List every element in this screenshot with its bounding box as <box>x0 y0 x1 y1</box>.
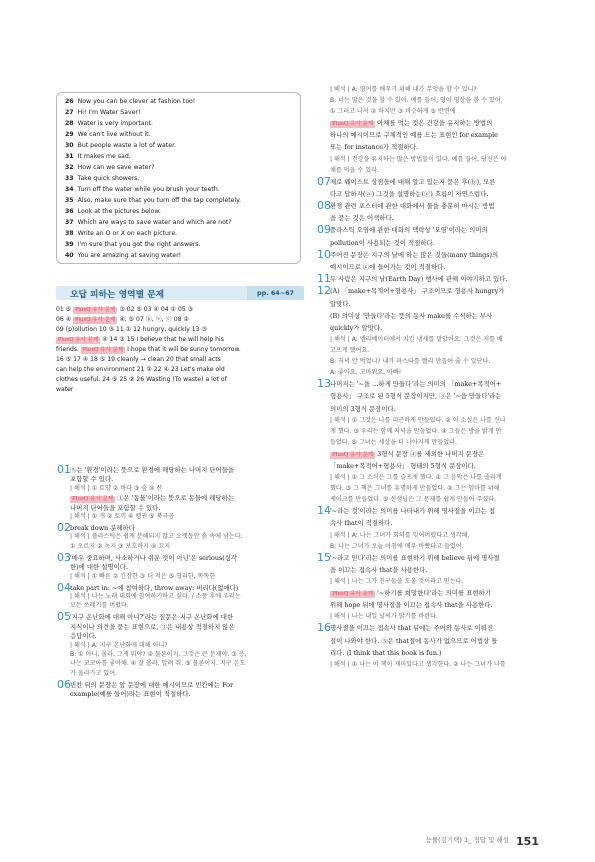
line-text: | 해석 | ① 그것은 나를 피곤하게 만들었다. ② 이 소설은 나를 신나 <box>330 416 506 424</box>
line-text: 포함할 수 있다. <box>70 475 114 484</box>
explanation-line <box>70 690 191 698</box>
sentence-text: I'm sure that you got the right answers. <box>77 241 201 248</box>
line-text: take part in: ~에 참여하다, throw away: 버리다(없애다) <box>70 583 239 592</box>
explanation-line <box>330 143 418 151</box>
line-text: 위해 hope 뒤에 명사절을 이끄는 접속사 that을 사용한다. <box>330 601 493 610</box>
item-number: 02 <box>57 521 71 534</box>
section-header <box>56 286 304 300</box>
sentence-line <box>65 152 131 161</box>
sentence-number: 29 <box>65 131 74 138</box>
sentence-number: 35 <box>65 197 74 204</box>
sentence-number: 40 <box>65 252 74 259</box>
line-text: | 해석 | ① 빠른 ② 긴장한 ③ 더 적은 ⑤ 영리한, 똑똑한 <box>70 572 216 580</box>
sentence-line <box>65 119 153 128</box>
plusq-tag: PlusQ 유사 문제 <box>72 496 114 503</box>
line-text: | 해석 | ① 나는 이 책이 재미있다고 생각한다. ② 나는 그녀가 나를 <box>330 661 506 668</box>
sentence-number: 26 <box>65 98 74 105</box>
explanation-line <box>330 405 396 413</box>
section-pages: pp. 64~67 <box>247 286 304 300</box>
item-number: 10 <box>317 247 331 261</box>
line-text: | 해석 | 플라스틱은 쉽게 분해되지 않고 오랫동안 흙 속에 남는다. <box>70 533 243 541</box>
translation-line <box>70 670 117 678</box>
line-text: 빈칸 뒤의 문장은 앞 문장에 대한 예시이므로 빈칸에는 For <box>70 680 234 689</box>
translation-line <box>330 428 502 436</box>
explanation-line <box>330 507 495 515</box>
line-text: 나는 코코아를 좋아해. ④ 잘 몰라. 알려 줘. ⑤ 물론이지. 지구 온도 <box>70 660 246 668</box>
sentence-text: Now you can be clever at fashion too! <box>77 98 196 105</box>
sentence-number: 34 <box>65 186 74 193</box>
translation-line <box>330 358 490 366</box>
explanation-line <box>330 624 493 632</box>
line-text: ① 오르지 ② 녹지 ③ 보호하지 ④ 끄지 <box>70 542 171 550</box>
line-text: 제로 웨이스트 상점들에 대해 알고 있는지 묻은 후(ⓑ), 모른 <box>330 177 496 186</box>
line-text: 아채를 먹는 것은 건강을 유지하는 방법의 <box>377 119 493 127</box>
sentence-line <box>65 97 195 106</box>
line-text: '~라는 것'이라는 의미를 나타내기 위해 명사절을 이끄는 접 <box>330 507 496 516</box>
line-text: 모든 쓰레기를 버렸다. <box>70 602 129 610</box>
translation-line <box>70 651 247 659</box>
sentence-line <box>65 207 161 216</box>
translation-line <box>330 97 503 105</box>
item-number: 15 <box>317 550 331 564</box>
section-title-emphasis: 영역별 <box>118 290 145 300</box>
translation-line <box>330 543 464 551</box>
translation-line <box>330 613 438 621</box>
sentence-number: 30 <box>65 142 74 149</box>
line-text: | 해석 | A: 영어를 배우기 위해 내가 무엇을 할 수 있니? <box>330 86 477 93</box>
line-text: 했다. ③ 그 책은 그녀를 유명하게 만들었다. ④ 그는 엄마를 위해 <box>330 485 500 493</box>
sentence-text: Take quick showers. <box>77 175 140 182</box>
item-number: 06 <box>57 677 71 691</box>
sentence-text: Which are ways to save water and which are not? <box>77 219 232 226</box>
sentence-number: 27 <box>65 109 74 116</box>
explanation-line <box>330 119 492 128</box>
explanation-line <box>330 601 492 609</box>
item-number: 01 <box>57 463 71 476</box>
sentence-number: 38 <box>65 230 74 237</box>
answer-line: 16 ⑤ 17 ④ 18 ⑤ 19 cleanly → clean 20 that small acts <box>56 356 221 363</box>
line-text: 속사 that이 적절하다. <box>330 519 393 528</box>
item-number: 16 <box>317 621 331 635</box>
explanation-line <box>70 681 233 689</box>
explanation-line <box>330 566 427 574</box>
explanation-line <box>330 226 488 234</box>
explanation-line <box>330 450 484 459</box>
line-text: 하나의 예시이므로 구체적인 예를 드는 표현인 for example <box>330 131 498 140</box>
sentence-number: 36 <box>65 208 74 215</box>
line-text: B: ① 아니, 몰라. 그게 뭐야? ② 물론이지. 그것은 큰 문제야. ③ 응, <box>70 651 247 658</box>
translation-line <box>330 108 456 116</box>
sentence-text: We can't live without it. <box>77 131 151 138</box>
translation-line <box>330 417 506 425</box>
explanation-line <box>330 519 392 527</box>
answer-text: ③ 02 ⑤ 03 ④ 04 ① 05 ③ <box>119 306 194 313</box>
answer-line <box>56 316 189 324</box>
plusq-tag: PlusQ 유사 문제 <box>332 591 374 597</box>
line-text: 지식이나 의견을 묻는 표현으로, ③은 내용상 적절하지 않은 <box>70 622 235 631</box>
explanation-line <box>330 554 500 562</box>
line-text: pollution이 사용되는 것이 적절하다. <box>330 238 435 247</box>
plusq-tag: PlusQ 유사 문제 <box>332 451 374 458</box>
answer-line: clothes useful. 24 ⑤ 25 ② 26 Wasting (To waste) a lot of <box>56 376 227 383</box>
answer-line <box>56 336 224 344</box>
sentence-box <box>56 92 301 264</box>
sentence-text: Write an O or X on each picture. <box>77 230 178 237</box>
answer-text: friends. <box>56 346 79 353</box>
answer-text: I hope that it will be sunny tomorrow. <box>127 346 241 353</box>
sentence-number: 28 <box>65 120 74 127</box>
line-text: | 해석 | A: 엘리베이터에서 치킨 냄새를 맡았어요. 그것은 저를 배 <box>330 336 503 344</box>
line-text: | 해석 | ① 그 소식은 그를 슬프게 했다. ② 그 음악은 나를 졸리게 <box>330 474 502 482</box>
item-number: 14 <box>317 504 331 518</box>
plusq-tag: PlusQ 유사 문제 <box>75 307 116 313</box>
line-text: 게 했다. ③ 우리는 함께 저녁을 만들었다. ④ 그들은 방을 밝게 만 <box>330 427 502 435</box>
sentence-text: Hi! I'm Water Saver! <box>77 109 141 116</box>
translation-line <box>330 496 496 504</box>
sentence-line <box>65 196 241 205</box>
translation-line <box>70 533 243 541</box>
line-text: 명사절을 이끄는 접속사 that 뒤에는 주어와 동사로 이뤄진 <box>330 624 494 633</box>
plusq-tag: PlusQ 유사 문제 <box>75 317 116 323</box>
line-text: 「make+목적어+형용사」 형태의 5형식 문장이다. <box>330 462 476 470</box>
answer-text: 01 ⑤ <box>56 306 72 313</box>
explanation-line <box>330 214 394 222</box>
line-text: 절이 나와야 한다. ⑤은 that절에 동사가 없으므로 어법상 틀 <box>330 636 498 645</box>
line-text: | 해석 | 나는 그가 친구들을 도울 것이라고 믿는다. <box>330 578 464 585</box>
line-text: 두 사람은 지구의 날(Earth Day) 행사에 관해 이야기하고 있다. <box>330 275 508 284</box>
line-text: | 해석 | A: 지구 온난화에 대해 아니? <box>70 641 168 649</box>
plusq-tag: PlusQ 유사 문제 <box>82 347 124 353</box>
line-text: B: 너는 많은 것을 할 수 있어. 예를 들어, 영어 영상을 볼 수 있어. <box>330 97 503 104</box>
translation-line <box>330 336 503 344</box>
line-text: 응답이다. <box>70 632 97 641</box>
line-text: 3형식 문장 ④를 제외한 나머지 문장은 <box>377 449 485 458</box>
explanation-line <box>70 466 234 474</box>
answer-line <box>56 346 241 354</box>
line-text: | 해석 | ① 개 ② 토끼 ④ 펭귄 ⑤ 북극곰 <box>70 513 175 520</box>
translation-line <box>330 532 470 540</box>
line-text: 다고 답하자(ⓐ) 그것을 설명하는(ⓒ) 흐름이 자연스럽다. <box>330 189 489 198</box>
explanation-line <box>330 202 494 210</box>
item-number: 05 <box>57 610 71 624</box>
answer-line <box>56 306 193 314</box>
sentence-line <box>65 130 151 139</box>
translation-line <box>70 543 170 551</box>
sentence-line <box>65 141 176 150</box>
sentence-number: 37 <box>65 219 74 226</box>
line-text: '~라고 믿다'라는 의미를 표현하기 위해 believe 뒤에 명사절 <box>330 553 500 562</box>
explanation-line <box>330 637 497 645</box>
explanation-line <box>70 613 233 621</box>
answer-text: 06 ④ <box>56 316 72 323</box>
translation-line <box>70 660 245 668</box>
sentence-text: How can we save water? <box>77 164 155 171</box>
translation-line <box>330 578 463 586</box>
line-text: ①은 '동물'이라는 뜻으로 동물에 해당하는 <box>117 494 234 503</box>
line-text: | 해석 | A: 나는 그녀가 회의를 잊어버렸다고 생각해. <box>330 531 470 539</box>
item-number: 07 <box>317 174 331 188</box>
explanation-line <box>330 589 491 598</box>
line-text: B: 나는 그녀가 오늘 아침에 매우 바빴다고 들었어. <box>330 542 464 550</box>
explanation-line <box>70 584 238 592</box>
explanation-line <box>330 649 442 657</box>
sentence-number: 32 <box>65 164 74 171</box>
explanation-line <box>70 632 97 640</box>
explanation-line <box>330 287 504 295</box>
explanation-line <box>330 178 495 186</box>
line-text: 또는 for instance가 적절하다. <box>330 143 418 152</box>
translation-line <box>330 474 502 482</box>
line-text: ⑤는 '환경'이라는 뜻으로 환경에 해당하는 나머지 단어들을 <box>70 466 235 474</box>
line-text: 형용사」 구조로 된 5형식 문장이지만, ③은 '~을 만들다'라는 <box>330 392 502 401</box>
footer-text: 능률(김기택) 1_ 정답 및 해설 <box>425 836 509 844</box>
explanation-line <box>70 623 235 631</box>
plusq-tag: PlusQ 유사 문제 <box>332 121 374 127</box>
item-number: 13 <box>317 377 331 391</box>
line-text: 을 이끄는 접속사 that을 사용한다. <box>330 565 428 574</box>
sentence-text: Turn off the water while you brush your teeth. <box>77 186 220 193</box>
line-text: 고프게 했어요. <box>330 347 370 355</box>
translation-line <box>70 602 129 610</box>
sentence-line <box>65 251 181 260</box>
section-title-prefix: 오답 피하는 <box>70 290 119 300</box>
line-text: 케이크를 만들었다. ⑤ 선생님은 그 문제를 쉽게 만들어 주셨다. <box>330 496 497 504</box>
answer-text: ④, ⑤ 07 ⓑ, ⓔ, ⓒ 08 ② <box>119 316 189 323</box>
line-text: B: 저녁 안 먹었니? 내가 파스타를 빨리 만들어 줄 수 있단다. <box>330 358 491 366</box>
explanation-line <box>70 554 237 562</box>
explanation-line <box>330 380 501 388</box>
item-number: 11 <box>317 272 331 286</box>
translation-line <box>70 513 174 521</box>
plusq-tag: PlusQ 유사 문제 <box>58 337 99 343</box>
line-text: 주어진 문장은 지구의 날에 하는 많은 것들(many things)의 <box>330 250 499 259</box>
line-text: 리다. (I think that this book is fun.) <box>330 648 442 657</box>
explanation-line <box>330 263 445 271</box>
sentence-line <box>65 240 201 249</box>
explanation-line <box>330 392 502 400</box>
explanation-line <box>330 190 488 198</box>
sentence-text: But people waste a lot of water. <box>77 142 177 149</box>
line-text: 나머지 단어들을 포함할 수 있다. <box>70 503 161 512</box>
answer-line: water <box>56 386 74 393</box>
line-text: ① 그러고 나서 ② 하지만 ③ 비슷하게 ⑤ 반면에 <box>330 108 456 115</box>
line-text: '매우 중요하며, 사소하거나 쉬운 것이 아닌'은 serious(심각 <box>70 553 238 562</box>
line-text: | 해석 | 나는 내일 날씨가 맑기를 바란다. <box>330 613 438 621</box>
translation-line <box>330 86 477 94</box>
explanation-line <box>330 324 382 332</box>
explanation-line <box>70 524 135 532</box>
translation-line <box>330 485 500 493</box>
answer-line: can help the environment 21 ② 22 ④ 23 Let's make old <box>56 366 225 373</box>
answer-line: 09 (p)ollution 10 ③ 11 ① 12 hungry, quickly 13 ③ <box>56 326 207 333</box>
sentence-text: You are amazing at saving water! <box>77 252 182 259</box>
section-title <box>70 287 164 300</box>
sentence-number: 31 <box>65 153 74 160</box>
line-text: quickly가 알맞다. <box>330 324 383 332</box>
line-text: 예시이므로 ⓒ에 들어가는 것이 적절하다. <box>330 263 446 271</box>
explanation-line <box>330 462 476 470</box>
section-title-suffix: 문제 <box>144 290 165 300</box>
explanation-line <box>330 275 508 283</box>
sentence-text: It makes me sad. <box>77 153 131 160</box>
sentence-number: 39 <box>65 241 74 248</box>
line-text: '~하기를 희망한다'라는 의미를 표현하기 <box>377 589 491 597</box>
line-text: 들었다. ⑤ 그녀는 세상을 더 나아지게 만들었다. <box>330 438 457 446</box>
translation-line <box>330 439 457 447</box>
line-text: break down 분해하다 <box>70 524 135 532</box>
line-text: 한)에 대한 설명이다. <box>70 563 128 572</box>
line-text: 알맞다. <box>330 299 351 308</box>
translation-line <box>70 642 168 650</box>
translation-line <box>330 156 506 164</box>
line-text: example(예를 들어)라는 표현이 적절하다. <box>70 690 191 699</box>
line-text: A: 좋아요, 고마워요, 아빠! <box>330 369 402 377</box>
line-text: | 해석 | 나는 노래 대회에 참여하기하고 싶다. / 소풍 후에 우리는 <box>70 593 241 600</box>
line-text: '지구 온난화에 대해 아니?'라는 질문은 지구 온난화에 대한 <box>70 613 234 622</box>
explanation-line <box>330 239 435 247</box>
explanation-line <box>330 251 498 259</box>
translation-line <box>70 485 162 493</box>
line-text: | 해석 | ① 토양 ② 바다 ③ 숲 ④ 산 <box>70 484 163 492</box>
explanation-line <box>330 312 492 320</box>
line-text: 환경 관련 포스터에 관한 대화에서 물을 충분히 마시는 방법 <box>330 202 495 210</box>
sentence-text: Look at the pictures below. <box>77 208 161 215</box>
line-text: | 해석 | 건강을 유지하는 많은 방법들이 있다. 예를 들어, 당신은 야 <box>330 155 507 163</box>
item-number: 03 <box>57 550 71 564</box>
translation-line <box>70 593 241 601</box>
sentence-text: Water is very important. <box>77 120 153 127</box>
item-number: 08 <box>317 199 331 212</box>
item-number: 12 <box>317 284 331 298</box>
line-text: 플라스틱 오염에 관한 대화의 맥락상 '오염'이라는 의미의 <box>330 226 488 235</box>
sentence-line <box>65 218 232 227</box>
translation-line <box>330 167 379 175</box>
sentence-line <box>65 108 140 117</box>
sentence-text: Also, make sure that you turn off the tap completely. <box>77 197 241 204</box>
line-text: 채를 먹을 수 있다. <box>330 166 379 174</box>
answer-text: ④ 14 ③ 15 I believe that he will help his <box>102 336 224 343</box>
translation-line <box>330 661 506 669</box>
line-text: 의미의 3형식 문장이다. <box>330 404 396 413</box>
line-text: (A) 「make+목적어+형용사」 구조이므로 형용사 hungry가 <box>330 287 505 296</box>
sentence-line <box>65 174 139 183</box>
explanation-line <box>330 131 498 139</box>
translation-line <box>70 573 215 581</box>
explanation-line <box>70 504 160 512</box>
explanation-line <box>70 475 113 483</box>
translation-line <box>330 347 369 355</box>
translation-line <box>330 369 401 377</box>
item-number: 04 <box>57 580 71 594</box>
page-number: 151 <box>516 835 539 848</box>
item-number: 09 <box>317 223 331 237</box>
line-text: 가 올라가고 있어. <box>70 669 118 677</box>
sentence-line <box>65 185 220 194</box>
line-text: 나머지는 '~을 …하게 만들다'라는 의미의 「make+목적어+ <box>330 380 502 389</box>
explanation-line <box>70 563 128 571</box>
explanation-line <box>330 300 351 308</box>
line-text: 을 묻는 것은 어색하다. <box>330 214 394 223</box>
sentence-line <box>65 229 177 238</box>
explanation-line <box>70 494 234 503</box>
sentence-number: 33 <box>65 175 74 182</box>
line-text: (B) 의미상 '만들다'라는 뜻의 동사 make를 수식하는 부사 <box>330 311 493 320</box>
sentence-line <box>65 163 154 172</box>
